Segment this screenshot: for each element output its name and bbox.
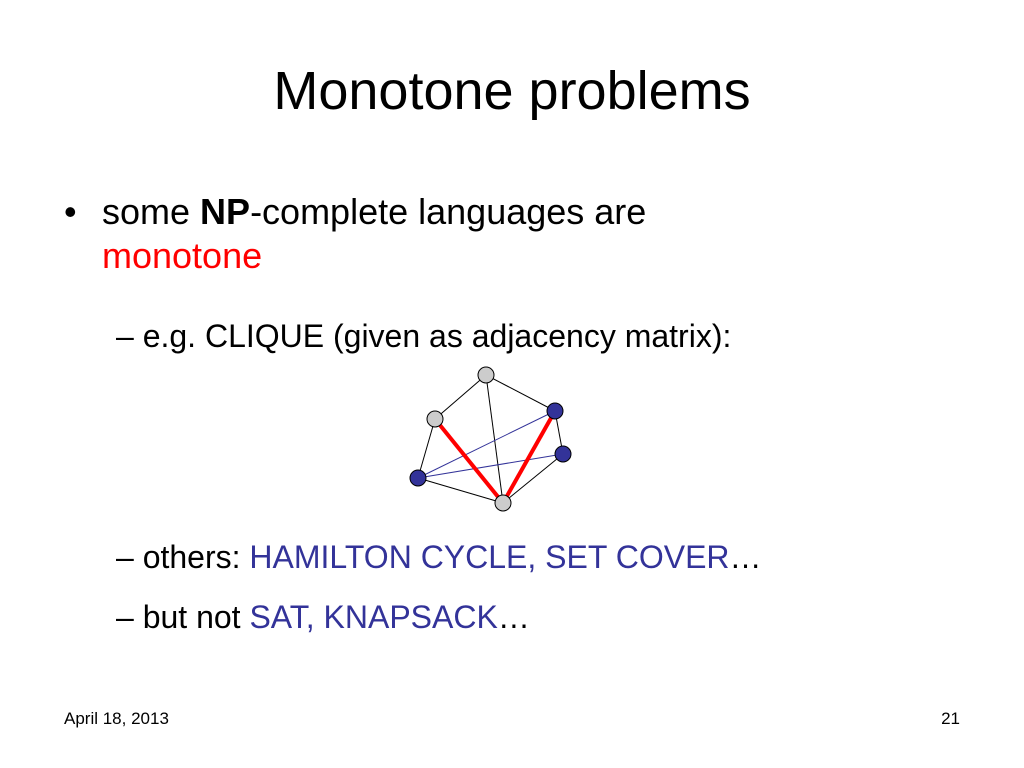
np-text: NP xyxy=(200,191,251,232)
slide-title: Monotone problems xyxy=(273,61,751,121)
graph-edge-red xyxy=(435,419,503,503)
graph-edge xyxy=(418,419,435,478)
others-prefix: others: xyxy=(142,539,250,575)
sub-bullet-clique xyxy=(116,316,731,356)
graph-node-gray xyxy=(478,367,494,383)
bullet-suffix: -complete languages are xyxy=(250,191,647,232)
footer-page-number: 21 xyxy=(941,709,960,728)
graph-edge xyxy=(486,375,555,411)
graph-edge xyxy=(503,454,563,503)
bullet-text xyxy=(102,190,902,278)
graph-edge-blue xyxy=(418,454,563,478)
graph-node-blue xyxy=(410,470,426,486)
sub-bullet-not xyxy=(116,597,530,637)
graph-edge xyxy=(435,375,486,419)
others-problems: HAMILTON CYCLE, SET COVER xyxy=(249,539,730,575)
others-ellipsis: … xyxy=(729,539,762,575)
sub-bullet-others xyxy=(116,537,762,577)
not-prefix: but not xyxy=(142,599,250,635)
graph-node-blue xyxy=(547,403,563,419)
graph-node-blue xyxy=(555,446,571,462)
not-ellipsis: … xyxy=(497,599,530,635)
sub-bullet-dash: – xyxy=(116,318,134,354)
bullet-marker: • xyxy=(64,191,77,232)
footer-date: April 18, 2013 xyxy=(64,709,169,728)
sub-bullet-dash: – xyxy=(116,539,134,575)
clique-text: e.g. CLIQUE (given as adjacency matrix): xyxy=(142,318,732,354)
graph-edge xyxy=(418,478,503,503)
graph-node-gray xyxy=(427,411,443,427)
clique-graph-diagram xyxy=(395,360,585,520)
bullet-prefix: some xyxy=(102,191,201,232)
sub-bullet-dash: – xyxy=(116,599,134,635)
not-problems: SAT, KNAPSACK xyxy=(249,599,498,635)
graph-node-gray xyxy=(495,495,511,511)
monotone-word: monotone xyxy=(102,235,263,276)
